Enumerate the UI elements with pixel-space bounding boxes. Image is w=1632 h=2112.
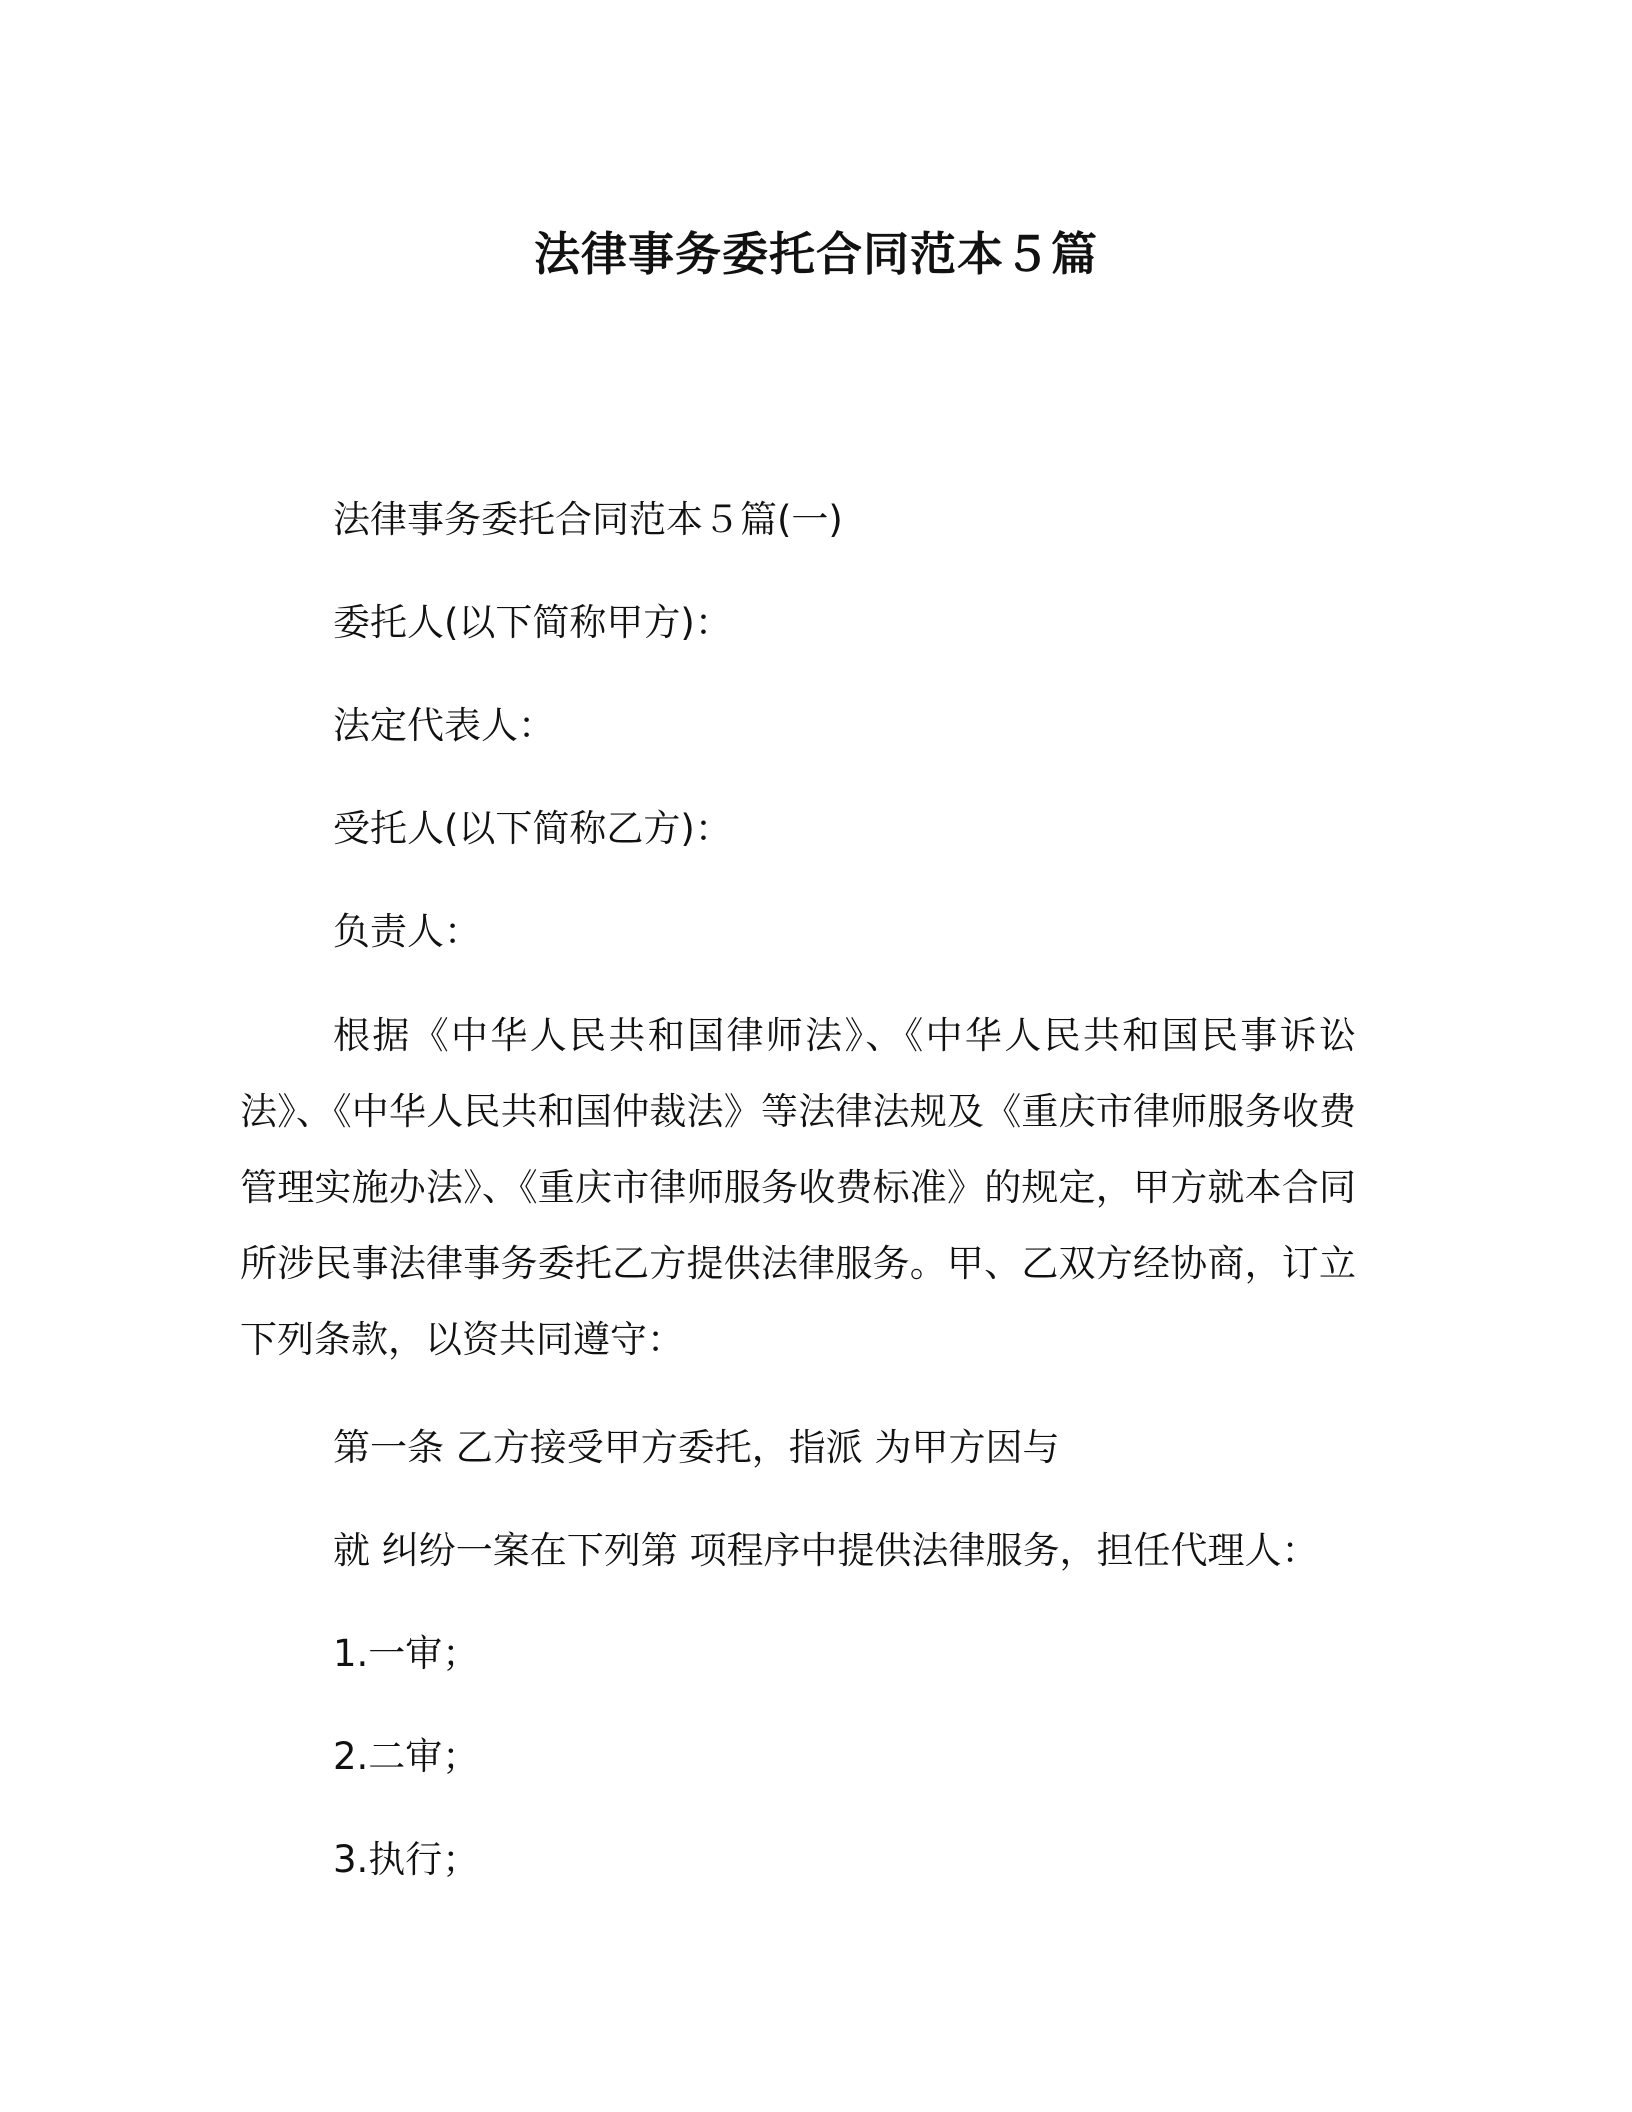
clause-one-continuation: 就 纠纷一案在下列第 项程序中提供法律服务，担任代理人：	[333, 1529, 1319, 1572]
list-item-second-instance: 2.二审；	[333, 1735, 480, 1778]
principal-line: 委托人(以下简称甲方)：	[333, 601, 732, 644]
basis-paragraph: 根据《中华人民共和国律师法》、《中华人民共和国民事诉讼法》、《中华人民共和国仲裁法》等法律法规及《重庆市律师服务收费管理实施办法》、《重庆市律师服务收费标准》的规定，甲方就本合同所涉民事法律事务委托乙方提供法律服务。甲、乙双方经协商，订立下列条款，以资共同遵守：	[240, 1014, 1356, 1361]
clause-one-line: 第一条 乙方接受甲方委托，指派 为甲方因与	[333, 1426, 1060, 1469]
agent-line: 受托人(以下简称乙方)：	[333, 807, 732, 850]
responsible-person-line: 负责人：	[333, 910, 481, 953]
section-heading: 法律事务委托合同范本５篇(一)	[333, 498, 843, 541]
list-item-first-instance: 1.一审；	[333, 1632, 480, 1675]
document-title: 法律事务委托合同范本５篇	[534, 227, 1098, 281]
list-item-execution: 3.执行；	[333, 1838, 480, 1881]
legal-representative-line: 法定代表人：	[333, 704, 555, 747]
